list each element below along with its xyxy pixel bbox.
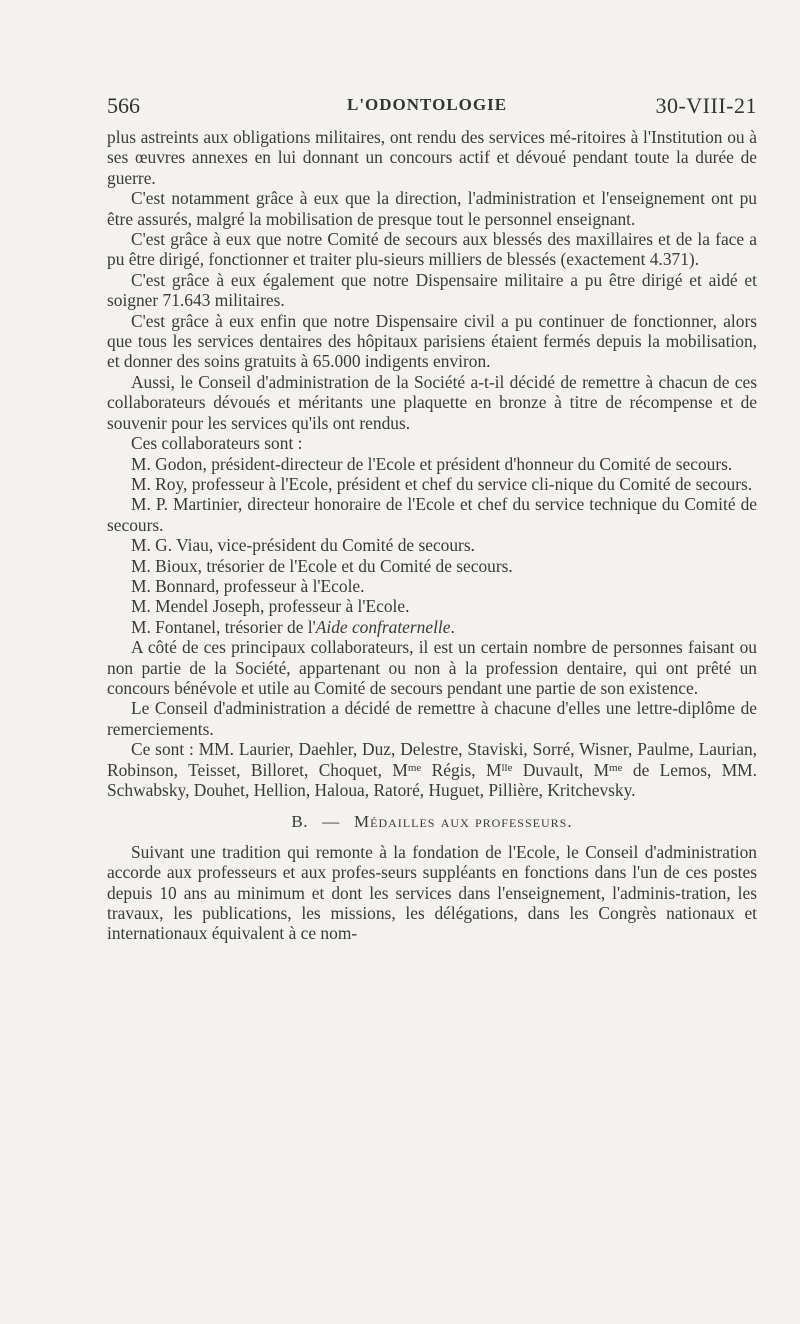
- aide-confraternelle-title: Aide confraternelle: [315, 616, 451, 637]
- paragraph: Suivant une tradition qui remonte à la fondation de l'Ecole, le Conseil d'administration accorde aux professeurs et aux profes-seurs suppléants en fonctions dans l'un de ces postes depuis 10 ans au minimum et dont les services dans l'enseignement, l'adminis-tration, les travaux, les publications, les missions, les délégations, dans les Congrès nationaux et internationaux équivalent à ce nom-: [107, 841, 757, 944]
- names-part: de Lemos, MM. Schwabsky, Douhet, Hellion, Haloua, Ratoré, Huguet, Pillière, Kritchevsky.: [107, 759, 757, 800]
- section-letter: B.: [291, 812, 309, 832]
- collaborator-entry-fontanel: [107, 617, 757, 637]
- body-text: [107, 127, 757, 944]
- collaborator-entry: M. Bonnard, professeur à l'Ecole.: [131, 575, 365, 596]
- fontanel-suffix: .: [450, 616, 455, 637]
- paragraph: A côté de ces principaux collaborateurs, il est un certain nombre de personnes faisant ou non partie de la Société, appartenant ou non à la profession dentaire, qui ont prêté un concours bénévole et utile au Comité de secours pendant une partie de son existence.: [107, 637, 757, 698]
- paragraph: Le Conseil d'administration a décidé de remettre à chacune d'elles une lettre-diplôme de remerciements.: [107, 698, 757, 739]
- paragraph: C'est grâce à eux enfin que notre Dispensaire civil a pu continuer de fonctionner, alors que tous les services dentaires des hôpitaux parisiens étaient fermés depuis la mobilisation, et donner des soins gratuits à 65.000 indigents environ.: [107, 310, 757, 372]
- page-number: 566: [107, 93, 140, 118]
- title-abbrev: me: [609, 761, 623, 774]
- title-abbrev: me: [407, 761, 422, 774]
- section-heading: [107, 812, 757, 832]
- paragraph-continuation: plus astreints aux obligations militaires, ont rendu des services mé-ritoires à l'Institution ou à ses œuvres annexes en lui donnant un concours actif et dévoué pendant toute la durée de guerre.: [107, 127, 757, 188]
- section-dash: —: [322, 812, 340, 832]
- document-page: [107, 93, 757, 944]
- paragraph: Aussi, le Conseil d'administration de la Société a-t-il décidé de remettre à chacun de ces collaborateurs dévoués et méritants une plaquette en bronze à titre de récompense et de souvenir pour les services qu'ils ont rendus.: [107, 371, 757, 433]
- issue-date: 30-VIII-21: [655, 93, 757, 118]
- collaborator-entry: M. Bioux, trésorier de l'Ecole et du Comité de secours.: [131, 555, 513, 576]
- running-header: [107, 93, 757, 127]
- paragraph: C'est notamment grâce à eux que la direction, l'administration et l'enseignement ont pu être assurés, malgré la mobilisation de presque tout le personnel enseignant.: [107, 188, 757, 229]
- paragraph: Ces collaborateurs sont :: [131, 433, 303, 454]
- names-part: Ce sont : MM. Laurier, Daehler, Duz, Delestre, Staviski, Sorré, Wisner, Paulme, Laurian, Robinson, Teisset, Billoret, Choquet, M: [107, 739, 757, 780]
- collaborator-entry: M. Mendel Joseph, professeur à l'Ecole.: [131, 596, 410, 617]
- collaborator-entry: M. P. Martinier, directeur honoraire de l'Ecole et chef du service technique du Comité de secours.: [107, 494, 757, 535]
- names-part: Duvault, M: [512, 759, 610, 780]
- title-abbrev: lle: [501, 761, 513, 774]
- journal-title: L'ODONTOLOGIE: [347, 95, 508, 114]
- names-part: Régis, M: [421, 759, 502, 780]
- collaborator-entry: M. G. Viau, vice-président du Comité de secours.: [131, 535, 475, 556]
- collaborator-entry: M. Roy, professeur à l'Ecole, président et chef du service cli-nique du Comité de secours.: [131, 473, 753, 494]
- section-title: Médailles aux professeurs.: [354, 812, 573, 832]
- collaborator-entry: M. Godon, président-directeur de l'Ecole et président d'honneur du Comité de secours.: [131, 453, 733, 474]
- names-paragraph: [107, 739, 757, 800]
- paragraph: C'est grâce à eux que notre Comité de secours aux blessés des maxillaires et de la face a pu être dirigé, fonctionner et traiter plu-sieurs milliers de blessés (exactement 4.371).: [107, 229, 757, 270]
- fontanel-text: M. Fontanel, trésorier de l': [131, 616, 316, 637]
- paragraph: C'est grâce à eux également que notre Dispensaire militaire a pu être dirigé et aidé et soigner 71.643 militaires.: [107, 269, 757, 311]
